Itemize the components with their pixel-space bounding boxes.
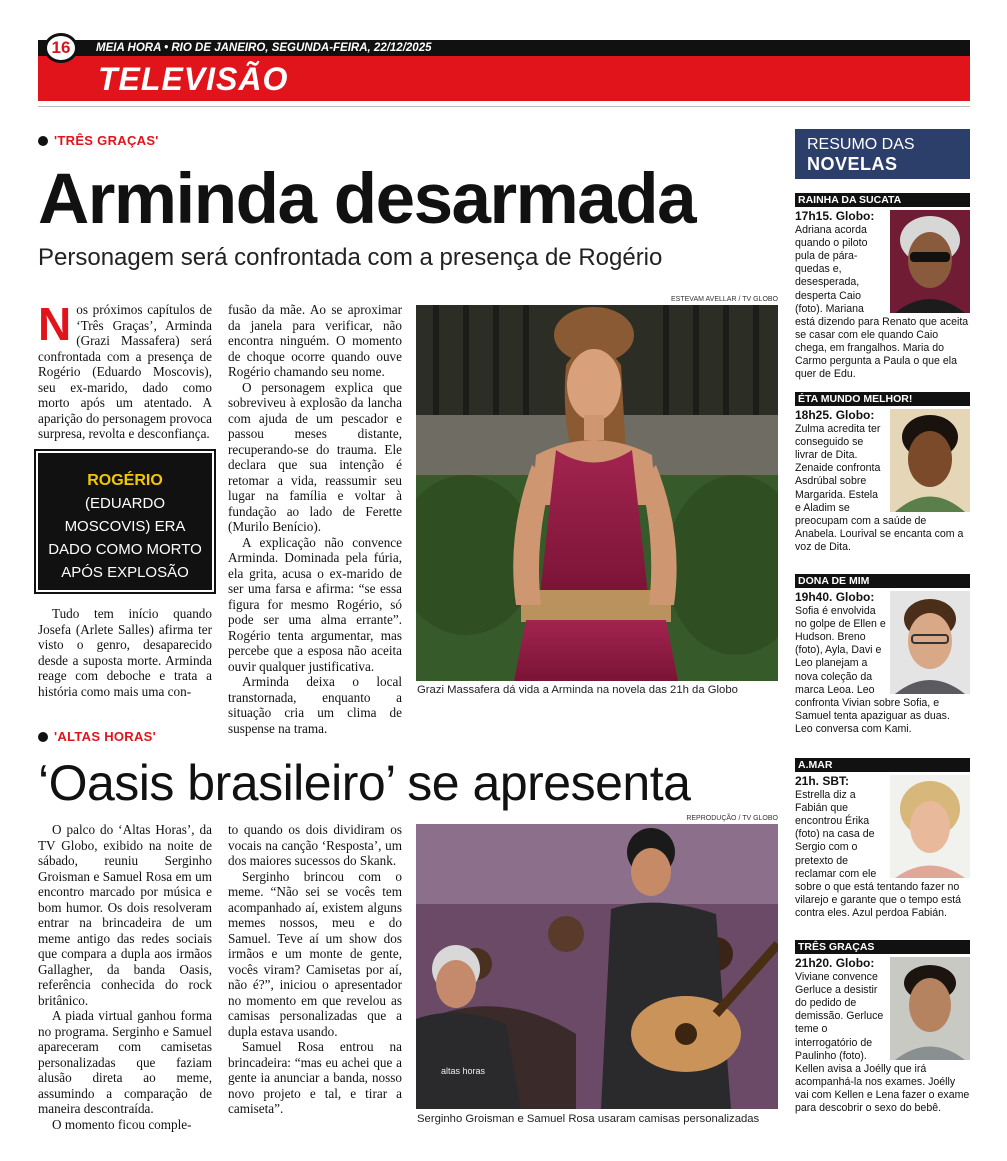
masthead-bar [38, 40, 970, 56]
character-photo [890, 210, 970, 313]
article2-kicker-text: 'ALTAS HORAS' [54, 729, 157, 744]
novela-time: 17h15. Globo: [795, 209, 875, 223]
article1-kicker [38, 133, 159, 148]
article1-photo [416, 305, 778, 681]
character-photo [890, 591, 970, 694]
pull-quote-text: (EDUARDO MOSCOVIS) ERA DADO COMO MORTO APÓS EXPLOSÃO EM LANCHA [48, 495, 202, 604]
article1-col2 [228, 302, 402, 736]
sidebar-title [795, 129, 970, 179]
novela-summary [795, 775, 970, 920]
character-photo [890, 409, 970, 512]
article1-paragraph: fusão da mãe. Ao se aproximar da janela para verificar, não encontra ninguém. O momento de choque ocorre quando ouve Rogério chamando seu nome. [228, 302, 402, 379]
shirt-text: altas horas [441, 1066, 486, 1076]
character-photo [890, 957, 970, 1060]
novela-name: TRÊS GRAÇAS [795, 940, 970, 954]
novela-summary [795, 210, 970, 381]
article2-photo [416, 824, 778, 1109]
article2-paragraph: A piada virtual ganhou forma no programa. Serginho e Samuel apareceram com camisetas personalizadas que faziam alusão direta ao meme, assumindo a comparação de maneira descontraída. [38, 1008, 212, 1116]
article2-paragraph: to quando os dois dividiram os vocais na canção ‘Resposta’, um dos maiores sucessos do Skank. [228, 822, 402, 868]
article1-photo-credit: ESTEVAM AVELLAR / TV GLOBO [671, 296, 778, 303]
novela-time: 18h25. Globo: [795, 408, 875, 422]
article2-photo-credit: REPRODUÇÃO / TV GLOBO [686, 815, 778, 822]
article2-paragraph: O palco do ‘Altas Horas’, da TV Globo, exibido na noite de sábado, reuniu Serginho Groisman e Samuel Rosa em um encontro marcado por música e bom humor. Os dois resolveram entrar na brincadeira de um meme antigo das redes sociais que compara a dupla aos irmãos Gallagher, da banda Oasis, referência conhecida do rock britânico. [38, 822, 212, 1008]
article1-paragraph: O personagem explica que sobreviveu à explosão da lancha com ajuda de um pescador e passou meses distante, recuperando-se do trauma. Ele declara que sua intenção é retomar a vida, reassumir seu lugar na família e voltar à fundação ao lado de Ferette (Murilo Benício). [228, 379, 402, 534]
novela-time: 21h20. Globo: [795, 956, 875, 970]
novela-text: Viviane convence Gerluce a desistir do pedido de demissão. Gerluce teme o interrogatório de Paulinho (foto). Kellen avisa a Joélly que irá acompanhá-la nos exames. Joélly vai com Kellen e Lena fazer o exame para descobrir o sexo do bebê. [795, 971, 970, 1115]
novela-time: 19h40. Globo: [795, 590, 875, 604]
article2-col2 [228, 822, 402, 1117]
page-number: 16 [44, 33, 78, 63]
section-title: TELEVISÃO [98, 61, 289, 97]
concert-photo-illustration [416, 824, 778, 1109]
sidebar-title-line2: NOVELAS [807, 154, 898, 174]
article1-paragraph: os próximos capítulos de ‘Três Graças’, Arminda (Grazi Massafera) será confrontada com a presença de Rogério (Eduardo Moscovis), seu ex-marido, dado como morto após um atentado. A aparição do personagem provoca surpresa, revolta e desconfiança. [38, 302, 212, 441]
novela-text: Adriana acorda quando o piloto pula de pára-quedas e, desesperada, desperta Caio (foto). Mariana está dizendo para Renato que aceita se casar com ele quando Caio chega, em frangalhos. Maria do Carmo pergunta a Paula o que ela quer de Edu. [795, 224, 969, 381]
article2-paragraph: O momento ficou comple- [52, 1116, 192, 1132]
article1-paragraph: Tudo tem início quando Josefa (Arlete Salles) afirma ter visto o genro, desaparecido desde a suposta morte. Arminda reage com deboche e trata a história como mais uma con- [38, 606, 212, 699]
article2-col1 [38, 822, 212, 1132]
novela-text: Sofia é envolvida no golpe de Ellen e Hudson. Breno (foto), Ayla, Davi e Leo planejam a nova coleção da marca Leoa. Leo confronta Vivian sobre Sofia, e Samuel tenta apaziguar as duas. Leo conversa com Kami. [795, 605, 950, 735]
bullet-icon [38, 732, 48, 742]
article1-deck: Personagem será confrontada com a presença de Rogério [38, 244, 663, 271]
article1-col1-bottom [38, 606, 212, 699]
drop-cap: N [38, 298, 72, 350]
article2-paragraph: Serginho brincou com o meme. “Não sei se vocês tem acompanhado aí, existem alguns memes nossos, meu e do Samuel. Teve aí um show dos irmãos e um monte de gente, vocês viram? Camisetas por aí, não é?”, iniciou o apresentador no momento em que revelou as camisas personalizadas que a dupla estava usando. [228, 868, 402, 1039]
article1-caption: Grazi Massafera dá vida a Arminda na novela das 21h da Globo [417, 684, 738, 696]
actress-photo-illustration [416, 305, 778, 681]
novela-text: Estrella diz a Fabián que encontrou Érika (foto) na casa de Sergio com o pretexto de reclamar com ele sobre o que está tentando fazer no vilarejo e garante que o tempo está contra eles. Azul perdoa Fabián. [795, 789, 962, 919]
bullet-icon [38, 136, 48, 146]
novela-name: A.MAR [795, 758, 970, 772]
novela-name: DONA DE MIM [795, 574, 970, 588]
article1-headline: Arminda desarmada [38, 160, 696, 239]
header-rule [38, 106, 970, 107]
article2-kicker [38, 729, 156, 744]
article1-kicker-text: 'TRÊS GRAÇAS' [54, 133, 159, 148]
article2-headline: ‘Oasis brasileiro’ se apresenta [38, 755, 691, 811]
pull-quote [38, 453, 212, 604]
novela-summary [795, 591, 970, 736]
novela-name: RAINHA DA SUCATA [795, 193, 970, 207]
article1-paragraph: Arminda deixa o local transtornada, enquanto a situação cria um clima de suspense na trama. [228, 674, 402, 736]
pull-quote-name: ROGÉRIO [87, 472, 163, 489]
novela-text: Zulma acredita ter conseguido se livrar de Dita. Zenaide confronta Asdrúbal sobre Margarida. Estela e Aladim se preocupam com a saúde de Anabela. Lourival se encanta com a voz de Dita. [795, 423, 964, 553]
article1-paragraph: A explicação não convence Arminda. Dominada pela fúria, ela grita, acusa o ex-marido de ser uma farsa e afirma: “se essa figura for mesmo Rogério, só pode ser uma alma errante”. Rogério tenta argumentar, mas percebe que a esposa não aceita ouvir qualquer justificativa. [228, 534, 402, 674]
novela-summary [795, 957, 970, 1115]
dateline: • RIO DE JANEIRO, SEGUNDA-FEIRA, 22/12/2025 [164, 42, 432, 54]
novela-time: 21h. SBT: [795, 774, 850, 788]
novela-summary [795, 409, 970, 554]
novela-name: ÉTA MUNDO MELHOR! [795, 392, 970, 406]
article2-paragraph: Samuel Rosa entrou na brincadeira: “mas eu achei que a gente ia anunciar a banda, nosso novo projeto e tal, e tirar a camiseta”. [228, 1039, 402, 1116]
article1-col1-top [38, 298, 212, 442]
sidebar-title-line1: RESUMO DAS [807, 136, 915, 153]
masthead-name: MEIA HORA [96, 42, 161, 54]
character-photo [890, 775, 970, 878]
article2-caption: Serginho Groisman e Samuel Rosa usaram camisas personalizadas [417, 1113, 760, 1125]
